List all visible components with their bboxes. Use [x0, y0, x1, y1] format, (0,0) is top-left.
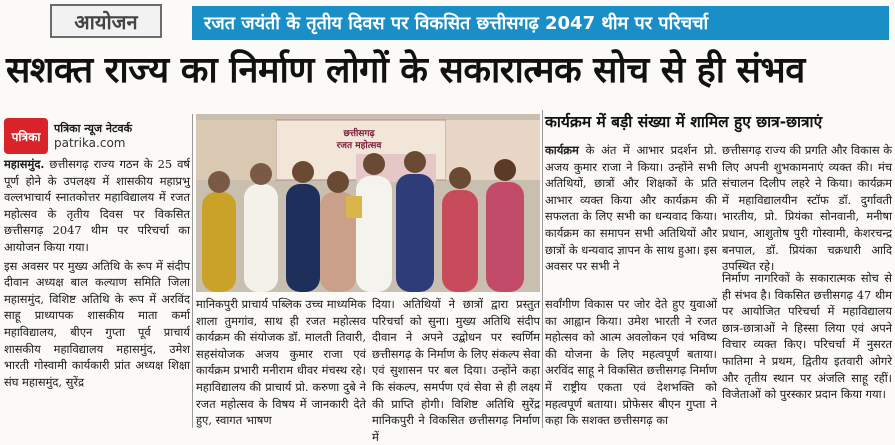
- photo-stage-banner: छत्तीसगढ़ रजत महोत्सव: [336, 129, 382, 151]
- headline: सशक्त राज्य का निर्माण लोगों के सकारात्मक सोच से ही संभव: [6, 50, 805, 91]
- byline-agency: पत्रिका न्यूज नेटवर्क: [54, 122, 133, 135]
- article-paragraph-1: छत्तीसगढ़ राज्य गठन के 25 वर्ष पूर्ण होने के उपलक्ष्य में शासकीय महाप्रभु वल्लभाचार्य स्नातकोत्तर महाविद्यालय में रजत महोत्सव के तृतीय दिवस पर विकसित छत्तीसगढ़ 2047 थीम पर परिचर्चा का आयोजन किया गया।: [4, 157, 190, 254]
- topic-banner: रजत जयंती के तृतीय दिवस पर विकसित छत्तीसगढ़ 2047 थीम पर परिचर्चा: [192, 6, 889, 40]
- article-column-5-top: छत्तीसगढ़ राज्य की प्रगति और विकास के लिए अपनी शुभकामनाएं व्यक्त की। मंच संचालन दिलीप लहरे ने किया। कार्यक्रम में महाविद्यालयीन स्टॉफ डॉ. दुर्गावती भारतीय, प्रो. प्रियंका सोनवानी, मनीषा प्रधान, आशुतोष पुरी गोस्वामी, केशरचन्द्र बनपाल, डॉ. प्रियंका चक्रधारी आदि उपस्थित रहे।: [722, 143, 892, 274]
- column-rule: [192, 114, 193, 428]
- article-column-1: [4, 156, 190, 428]
- subheading: कार्यक्रम में बड़ी संख्या में शामिल हुए छात्र-छात्राएं: [545, 113, 823, 131]
- article-paragraph-2: इस अवसर पर मुख्य अतिथि के रूप में संदीप दीवान अध्यक्ष बाल कल्याण समिति जिला महासमुंद, विशिष्ट अतिथि के रूप में अरविंद साहू प्राध्यापक शासकीय माता कर्मा महाविद्यालय, बीएन गुप्ता पूर्व प्राचार्य शासकीय महाविद्यालय महासमुंद, उमेश भारती गोस्वामी कार्यकारी प्रांत अध्यक्ष शिक्षा संघ महासमुंद, सुरेंद्र: [4, 258, 190, 389]
- event-photo: [196, 114, 540, 292]
- byline: [4, 116, 190, 156]
- article-column-4-bottom: सर्वांगीण विकास पर जोर देते हुए युवाओं का आह्वान किया। उमेश भारती ने रजत महोत्सव को आत्म अवलोकन एवं भविष्य की योजना के लिए महत्वपूर्ण बताया। अरविंद साहू ने विकसित छत्तीसगढ़ निर्माण में राष्ट्रीय एकता एवं देशभक्ति को महत्वपूर्ण बताया। प्रोफेसर बीएन गुप्ता ने कहा कि सशक्त छत्तीसगढ़ का: [545, 297, 717, 428]
- article-column-4-top: कार्यक्रम के अंत में आभार प्रदर्शन प्रो. अजय कुमार राजा ने किया। उन्होंने सभी अतिथियों, छात्रों और शिक्षकों के प्रति आभार व्यक्त किया और कार्यक्रम की सफलता के लिए सभी का धन्यवाद किया। कार्यक्रम का समापन सभी अतिथियों और छात्रों के धन्यवाद ज्ञापन के साथ हुआ। इस अवसर पर सभी ने: [545, 143, 717, 274]
- lead-word: कार्यक्रम: [545, 143, 579, 157]
- article-column-3: दिया। अतिथियों ने छात्रों द्वारा प्रस्तुत परिचर्चा को सुना। मुख्य अतिथि संदीप दीवान ने अपने उद्बोधन पर स्वर्णिम छत्तीसगढ़ के निर्माण के लिए संकल्प सेवा एवं सुशासन पर बल दिया। उन्होंने कहा कि संकल्प, समर्पण एवं सेवा से ही लक्ष्य की प्राप्ति होगी। विशिष्ट अतिथि सुरेंद्र मानिकपुरी ने विकसित छत्तीसगढ़ निर्माण में: [372, 297, 540, 444]
- patrika-logo: पत्रिका: [4, 118, 48, 154]
- section-tag: आयोजन: [50, 4, 162, 38]
- byline-url: patrika.com: [54, 136, 126, 150]
- dateline: महासमुंद.: [4, 157, 45, 171]
- article-column-2: मानिकपुरी प्राचार्य पब्लिक उच्च माध्यमिक शाला तुमगांव, साथ ही रजत महोत्सव कार्यक्रम की संयोजक डॉ. मालती तिवारी, सहसंयोजक अजय कुमार राजा एवं कार्यक्रम प्रभारी मनीराम धीवर मंचस्थ रहे। महाविद्यालय की प्राचार्य प्रो. करुणा दुबे ने रजत महोत्सव के विषय में जानकारी देते हुए, स्वागत भाषण: [196, 297, 366, 428]
- column-rule: [542, 110, 543, 428]
- article-column-5-bottom: निर्माण नागरिकों के सकारात्मक सोच से ही संभव है। विकसित छत्तीसगढ़ 47 थीम पर आयोजित परिचर्चा में महाविद्यालय छात्र-छात्राओं ने हिस्सा लिया एवं अपने विचार व्यक्त किए। परिचर्चा में नुसरत फातिमा ने प्रथम, द्वितीय इतवारी ओगरे और तृतीय स्थान पर अंजलि साहू रहीं। विजेताओं को पुरस्कार प्रदान किया गया।: [722, 271, 892, 402]
